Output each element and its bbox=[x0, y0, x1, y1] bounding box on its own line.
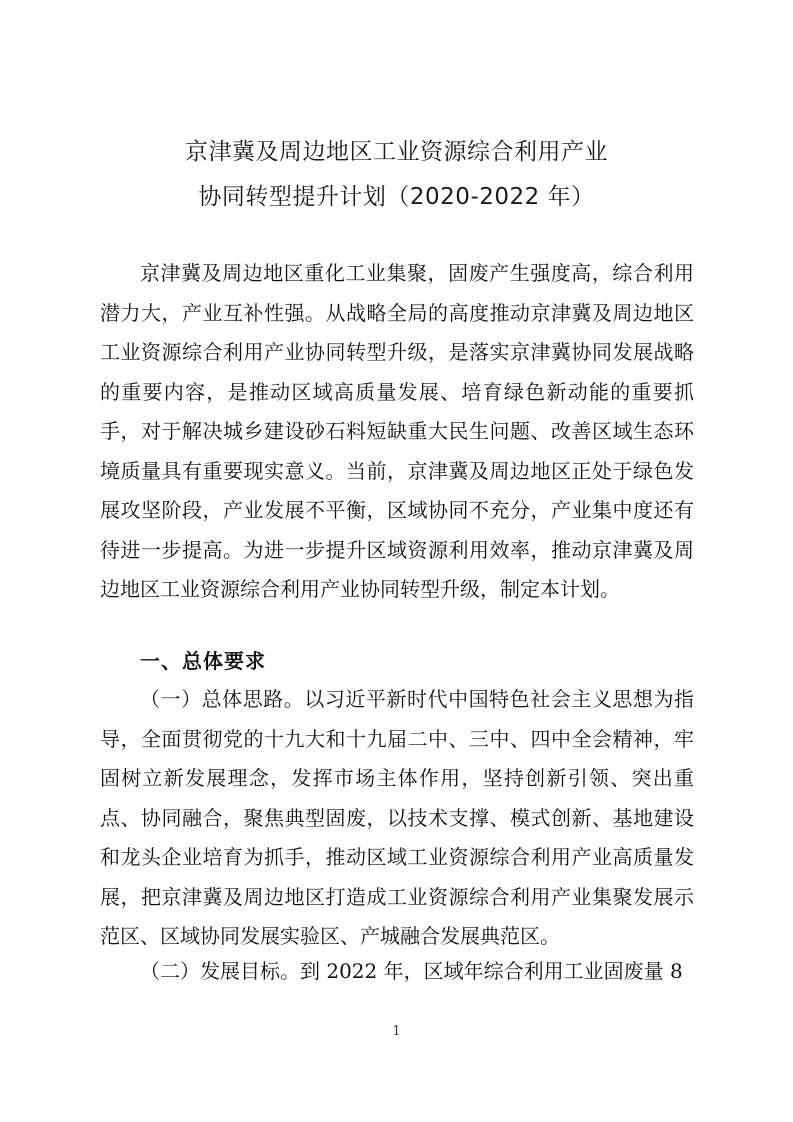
paragraph-overall-approach bbox=[100, 680, 694, 957]
intro-paragraph: 京津冀及周边地区重化工业集聚，固废产生强度高，综合利用潜力大，产业互补性强。从战略全局的高度推动京津冀及周边地区工业资源综合利用产业协同转型升级，是落实京津冀协同发展战略的重要内容，是推动区域高质量发展、培育绿色新动能的重要抓手，对于解决城乡建设砂石料短缺重大民生问题、改善区域生态环境质量具有重要现实意义。当前，京津冀及周边地区正处于绿色发展攻坚阶段，产业发展不平衡，区域协同不充分，产业集中度还有待进一步提高。为进一步提升区域资源利用效率，推动京津冀及周边地区工业资源综合利用产业协同转型升级，制定本计划。 bbox=[100, 261, 694, 601]
paragraph-label: （一）总体思路。 bbox=[140, 687, 305, 711]
paragraph-text: 以习近平新时代中国特色社会主义思想为指导，全面贯彻党的十九大和十九届二中、三中、四中全会精神，牢固树立新发展理念，发挥市场主体作用，坚持创新引领、突出重点、协同融合，聚焦典型固废，以技术支撑、模式创新、基地建设和龙头企业培育为抓手，推动区域工业资源综合利用产业高质量发展，把京津冀及周边地区打造成工业资源综合利用产业集聚发展示范区、区域协同发展实验区、产城融合发展典范区。 bbox=[100, 687, 695, 948]
paragraph-development-goals bbox=[100, 952, 694, 992]
paragraph-text: 到 2022 年，区域年综合利用工业固废量 8 bbox=[300, 959, 683, 983]
paragraph-label: （二）发展目标。 bbox=[140, 959, 300, 983]
document-title-line-2: 协同转型提升计划（2020-2022 年） bbox=[198, 184, 595, 210]
page-number: 1 bbox=[392, 1024, 401, 1039]
section-heading-overall-requirements: 一、总体要求 bbox=[140, 649, 266, 673]
document-title-line-1: 京津冀及周边地区工业资源综合利用产业 bbox=[185, 139, 608, 165]
